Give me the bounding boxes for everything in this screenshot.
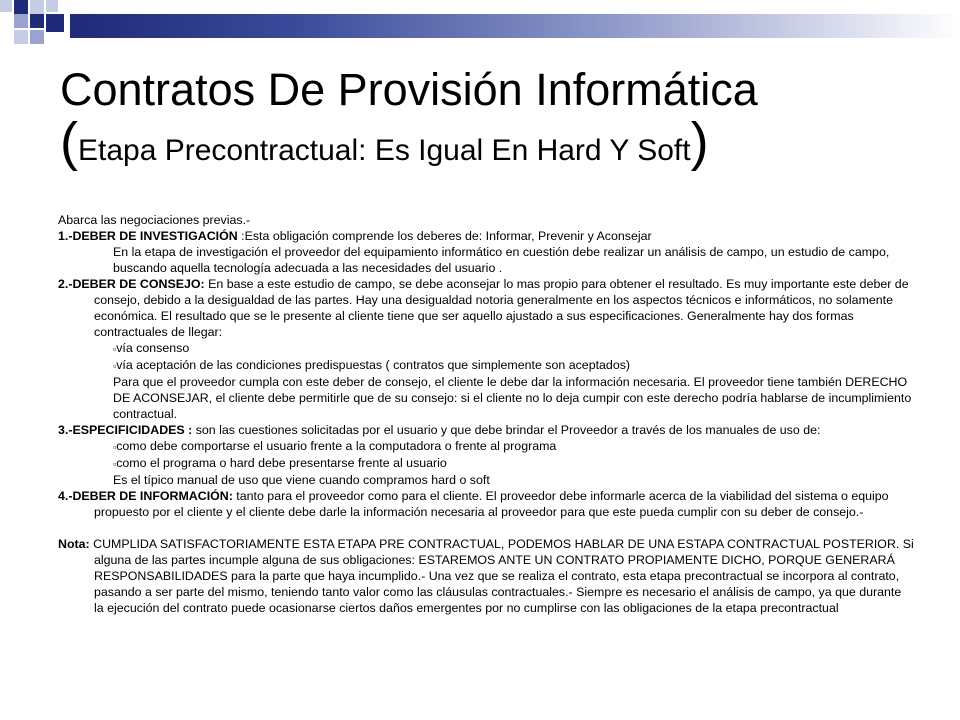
section-1-heading: 1.-DEBER DE INVESTIGACIÓN: [58, 229, 238, 243]
decor-square: [14, 0, 28, 14]
slide-title: [60, 64, 940, 177]
decor-square: [0, 0, 12, 12]
section-2: [58, 276, 914, 340]
section-3-heading: 3.-ESPECIFICIDADES :: [58, 423, 193, 437]
bullet-text: vía consenso: [116, 341, 190, 355]
bullet-text: vía aceptación de las condiciones predispuestas ( contratos que simplemente son aceptados): [116, 358, 631, 372]
bullet-icon: ▫: [113, 344, 117, 354]
list-item: [58, 357, 914, 374]
decor-square: [30, 30, 44, 44]
bullet-icon: ▫: [113, 361, 117, 371]
section-2-body: Para que el proveedor cumpla con este deber de consejo, el cliente le debe dar la información necesaria. El proveedor tiene también DERECHO DE ACONSEJAR, el cliente debe permitirle que de su consejo: si el cliente no lo deja cumpir con este derecho podría hablarse de incumplimiento contractual.: [113, 375, 912, 421]
note-heading: Nota:: [58, 537, 90, 551]
section-2-heading: 2.-DEBER DE CONSEJO:: [58, 277, 205, 291]
decor-square: [46, 14, 64, 32]
section-3-text: son las cuestiones solicitadas por el usuario y que debe brindar el Proveedor a través de los manuales de uso de:: [192, 423, 821, 437]
intro-text: Abarca las negociaciones previas.-: [58, 213, 251, 227]
section-1-text: :Esta obligación comprende los deberes de: Informar, Prevenir y Aconsejar: [237, 229, 652, 243]
title-sub: Etapa Precontractual: Es Igual En Hard Y Soft: [77, 134, 691, 167]
title-subtitle: [60, 112, 940, 177]
section-4: [58, 488, 914, 520]
spacer: [58, 520, 914, 536]
bullet-icon: ▫: [113, 459, 117, 469]
list-item: [58, 340, 914, 357]
decor-square: [46, 0, 58, 12]
list-item: [58, 438, 914, 455]
title-close-paren: ): [690, 112, 709, 172]
title-open-paren: (: [60, 112, 78, 172]
bullet-text: como debe comportarse el usuario frente a la computadora o frente al programa: [116, 439, 557, 453]
bullet-icon: ▫: [113, 442, 117, 452]
section-1: [58, 228, 914, 244]
note: [58, 536, 914, 616]
section-4-heading: 4.-DEBER DE INFORMACIÓN:: [58, 489, 233, 503]
section-1-body: En la etapa de investigación el proveedor del equipamiento informático en cuestión debe realizar un análisis de campo, un estudio de campo, buscando aquella tecnología adecuada a las necesidades del usuario .: [113, 245, 890, 275]
decor-square: [30, 0, 44, 14]
section-4-text: tanto para el proveedor como para el cliente. El proveedor debe informarle acerca de la viabilidad del sistema o equipo propuesto por el cliente y el cliente debe darle la información necesaria al proveedor para que este pueda cumplir con su deber de consejo.-: [94, 489, 889, 519]
bullet-text: como el programa o hard debe presentarse frente al usuario: [116, 456, 447, 470]
note-text: CUMPLIDA SATISFACTORIAMENTE ESTA ETAPA PRE CONTRACTUAL, PODEMOS HABLAR DE UNA ESTAPA CONTRACTUAL POSTERIOR. Si alguna de las partes incumple alguna de sus obligaciones: ESTAREMOS ANTE UN CONTRATO PROPIAMENTE DICHO, PORQUE GENERARÁ RESPONSABILIDADES para la parte que haya incumplido.- Una vez que se realiza el contrato, esta etapa precontractual se incorpora al contrato, pasando a ser parte del mismo, teniendo tanto valor como las cláusulas contractuales.- Siempre es necesario el análisis de campo, ya que durante la ejecución del contrato puede ocasionarse ciertos daños emergentes por no cumplirse con las obligaciones de la etapa precontractual: [89, 537, 914, 615]
header-gradient-bar: [70, 14, 960, 38]
list-item: [58, 455, 914, 472]
section-2-text: En base a este estudio de campo, se debe aconsejar lo mas propio para obtener el resultado. Es muy importante este deber de consejo, debido a la desigualdad de las partes. Hay una desigualdad notoria generalmente en los aspectos técnicos e informáticos, no solamente económica. El resultado que se le presente al cliente tiene que ser aquello ajustado a sus especificaciones. Generalmente hay dos formas contractuales de llegar:: [94, 277, 909, 339]
decor-square: [30, 14, 44, 28]
decor-square: [14, 14, 28, 28]
decor-square: [14, 30, 28, 44]
decor-square: [0, 14, 12, 26]
title-main: Contratos De Provisión Informática: [60, 64, 758, 115]
section-3-body: Es el típico manual de uso que viene cuando compramos hard o soft: [113, 473, 490, 487]
slide-body: [58, 212, 914, 616]
section-3: [58, 422, 914, 438]
